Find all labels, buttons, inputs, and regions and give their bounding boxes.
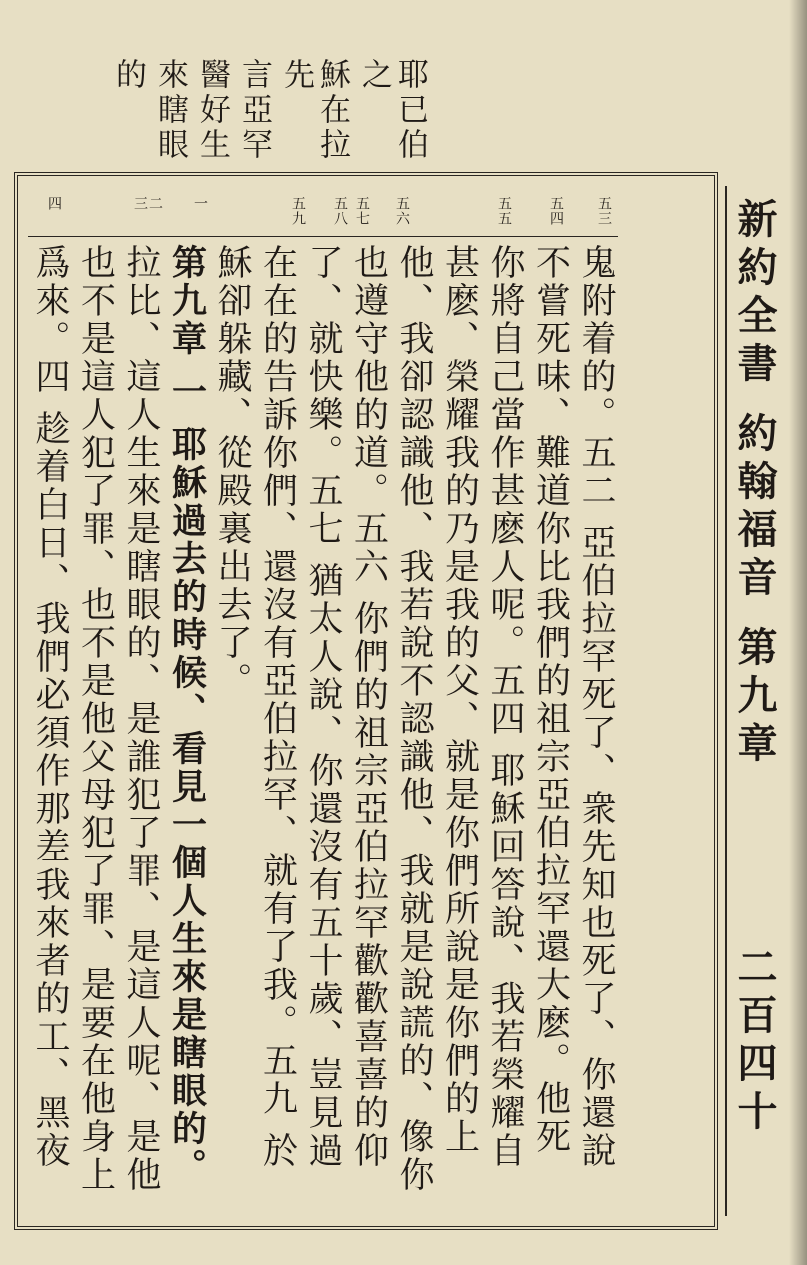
text-column: 穌卻躲藏、從殿裏出去了。: [212, 244, 252, 700]
text-column: 他、我卻認識他、我若說不認識他、我就是說謊的、像你: [394, 244, 434, 1194]
text-column: 鬼附着的。五二 亞伯拉罕死了、衆先知也死了、你還說: [576, 244, 616, 1171]
verse-marker: 五五: [496, 196, 512, 226]
note-line: 穌在拉先: [278, 58, 350, 163]
text-column: 你將自己當作甚麽人呢。五四 耶穌回答說、我若榮耀自: [485, 244, 525, 1171]
verse-marker: 五四: [548, 196, 564, 226]
page-number: 二百四十: [731, 946, 778, 1138]
text-column: 爲來。四 趁着白日、我們必須作那差我來者的工、黑夜: [30, 244, 70, 1171]
verse-marker: 五九: [290, 196, 306, 226]
text-column: 了、就快樂。五七 猶太人說、你還沒有五十歲、豈見過: [303, 244, 343, 1171]
verse-marker: 四: [46, 196, 62, 211]
text-column: 在在的告訴你們、還沒有亞伯拉罕、就有了我。五九 於: [257, 244, 298, 1171]
text-column: 也不是這人犯了罪、也不是他父母犯了罪、是要在他身上: [75, 244, 116, 1194]
verse-marker: 五六: [394, 196, 410, 226]
text-column: 甚麽、榮耀我的乃是我的父、就是你們所說是你們的上: [439, 244, 480, 1156]
text-column: 拉比、這人生來是瞎眼的、是誰犯了罪、是這人呢、是他: [121, 244, 161, 1194]
verse-marker: 二: [147, 196, 163, 211]
verse-marker: 一: [192, 196, 208, 211]
verse-marker: 五七: [354, 196, 370, 226]
running-header: [725, 186, 787, 1216]
verse-marker: 五三: [596, 196, 612, 226]
note-line: 來瞎眼: [152, 58, 188, 163]
text-column: 不嘗死味、難道你比我們的祖宗亞伯拉罕還大麽。他死: [530, 244, 571, 1156]
note-line: 耶已伯之: [356, 58, 428, 163]
verse-number-bar: [28, 196, 618, 237]
note-line: 言亞罕: [236, 58, 272, 163]
marginal-notes: [110, 58, 428, 178]
scripture-body: [28, 244, 618, 1214]
note-line: 醫好生: [194, 58, 230, 163]
text-column: 也遵守他的道。五六 你們的祖宗亞伯拉罕歡歡喜喜的仰: [348, 244, 389, 1171]
page-edge-shadow: [789, 0, 807, 1265]
verse-marker: 三: [132, 196, 148, 211]
verse-marker: 五八: [332, 196, 348, 226]
chapter-heading-column: 第九章 一 耶穌過去的時候、看見一個人生來是瞎眼的。: [166, 244, 208, 1187]
header-title: 新約全書 約翰福音 第九章: [731, 198, 778, 770]
note-line: 的: [110, 58, 146, 93]
